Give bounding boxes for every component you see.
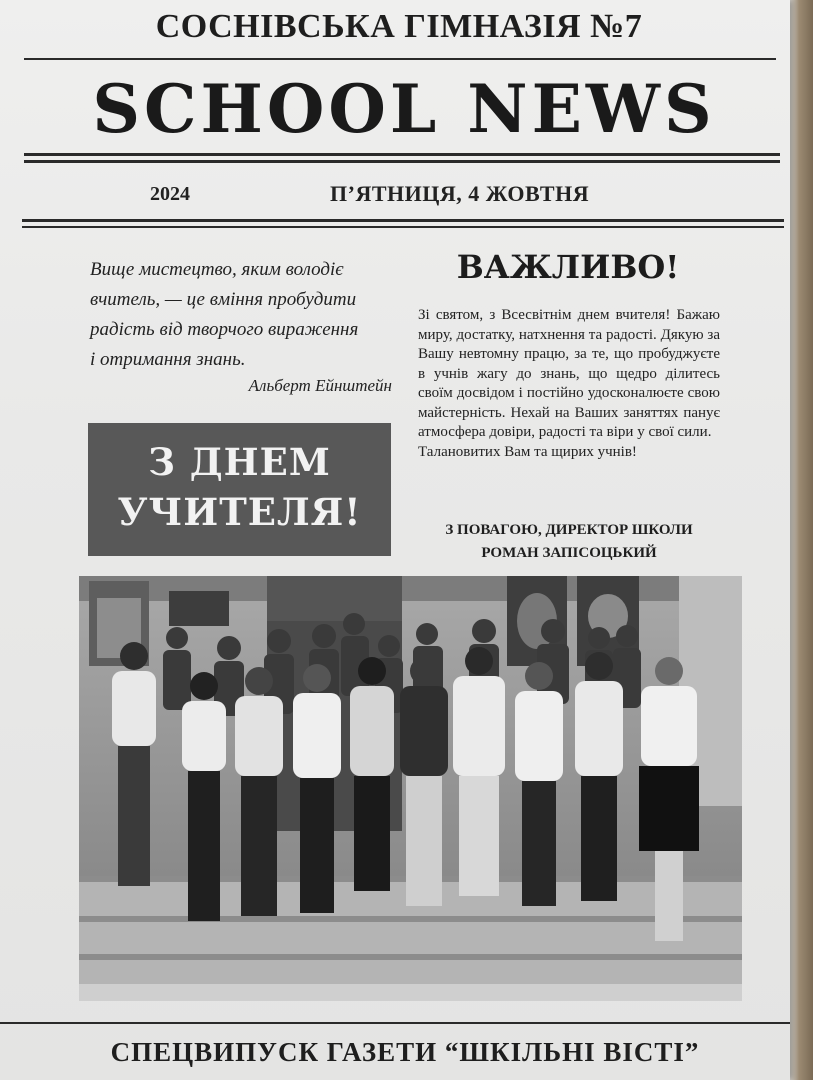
greeting-text xyxy=(418,306,720,462)
footer-title: СПЕЦВИПУСК ГАЗЕТИ “ШКІЛЬНІ ВІСТІ” xyxy=(110,1037,700,1067)
quote-line: вчитель, — це вміння пробудити xyxy=(90,289,357,310)
divider-rule xyxy=(0,1022,790,1024)
quote-line: Вище мистецтво, яким володіє xyxy=(90,259,344,280)
divider-rule xyxy=(24,58,776,60)
divider-rule xyxy=(22,226,784,228)
signature-line: З ПОВАГОЮ, ДИРЕКТОР ШКОЛИ xyxy=(445,522,693,538)
issue-date: П’ЯТНИЦЯ, 4 ЖОВТНЯ xyxy=(330,181,590,206)
important-heading: ВАЖЛИВО! xyxy=(456,248,680,286)
issue-year: 2024 xyxy=(150,183,190,205)
banner-line: УЧИТЕЛЯ! xyxy=(117,490,362,534)
group-photo-illustration xyxy=(79,576,742,1001)
divider-rule xyxy=(24,160,780,163)
teachers-day-banner xyxy=(88,423,391,556)
quote-author: Альберт Ейнштейн xyxy=(248,376,392,395)
divider-rule xyxy=(22,219,784,222)
table-edge xyxy=(790,0,813,1080)
signature-line: РОМАН ЗАПІСОЦЬКИЙ xyxy=(481,545,657,561)
epigraph-quote xyxy=(90,255,390,375)
quote-line: радість від творчого вираження xyxy=(90,319,359,340)
school-name: СОСНІВСЬКА ГІМНАЗІЯ №7 xyxy=(155,8,643,45)
quote-line: і отримання знань. xyxy=(90,349,246,370)
masthead-title: SCHOOL NEWS xyxy=(92,70,716,148)
greeting-body: Зі святом, з Всесвітнім днем вчителя! Бажаю миру, достатку, натхнення та радості. Дякую за Вашу невтомну працю, за те, що пробуджуєте в учнів жагу до знань, що щедро ділитесь своїм досвідом і постійно удосконалюєте свою майстерність. Нехай на Ваших заняттях панує атмосфера довіри, радості та віри у свої сили. xyxy=(418,307,720,440)
greeting-closing: Талановитих Вам та щирих учнів! xyxy=(418,443,637,460)
banner-line: З ДНЕМ xyxy=(148,440,331,484)
signature xyxy=(418,519,720,565)
divider-rule xyxy=(24,153,780,156)
group-photo xyxy=(79,576,742,1001)
